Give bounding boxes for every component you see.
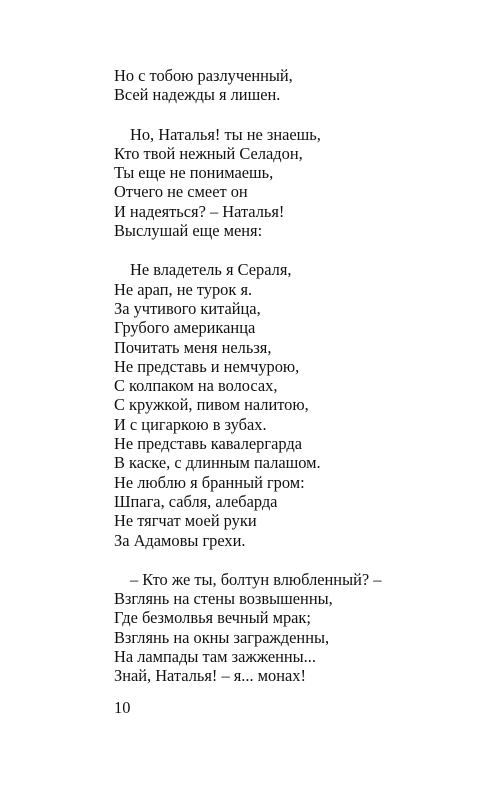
poem-line: Не представь кавалергарда: [114, 434, 302, 454]
poem-line: Взглянь на окны загражденны,: [114, 627, 330, 647]
poem-line: Грубого американца: [114, 318, 256, 338]
poem-line: Но, Наталья! ты не знаешь,: [130, 124, 321, 144]
poem-line: Кто твой нежный Селадон,: [114, 143, 303, 163]
poem-line: Ты еще не понимаешь,: [114, 163, 274, 183]
poem-line: Выслушай еще меня:: [114, 221, 263, 241]
poem-line: Не люблю я бранный гром:: [114, 472, 305, 492]
poem-line: На лампады там зажженны...: [114, 647, 316, 667]
poem-line: Но с тобою разлученный,: [114, 66, 293, 85]
stanza-1: [114, 66, 474, 105]
poem-line: Взглянь на стены возвышенны,: [114, 589, 333, 609]
poem-line: За Адамовы грехи.: [114, 530, 246, 550]
poem-line: Не тягчат моей руки: [114, 511, 257, 531]
poem-line: Шпага, сабля, алебарда: [114, 491, 278, 511]
poem-line: С колпаком на волосах,: [114, 376, 278, 396]
poem-line: И надеяться? – Наталья!: [114, 201, 285, 221]
poem-text: [114, 66, 474, 706]
poem-line: Не владетель я Сераля,: [130, 260, 292, 280]
poem-line: Не арап, не турок я.: [114, 279, 253, 299]
stanza-2: [114, 125, 474, 241]
poem-line: Отчего не смеет он: [114, 182, 248, 202]
poem-line: Где безмолвья вечный мрак;: [114, 608, 311, 628]
poem-line: За учтивого китайца,: [114, 298, 261, 318]
poem-line: Не представь и немчурою,: [114, 356, 300, 376]
poem-line: В каске, с длинным палашом.: [114, 453, 321, 473]
poem-line: С кружкой, пивом налитою,: [114, 395, 309, 415]
poem-line: – Кто же ты, болтун влюбленный? –: [130, 569, 382, 589]
stanza-3: [114, 260, 474, 549]
poem-line: Всей надежды я лишен.: [114, 85, 281, 105]
stanza-4: [114, 570, 474, 686]
page-number: 10: [114, 698, 131, 717]
poem-line: Знай, Наталья! – я... монах!: [114, 666, 306, 686]
poem-line: И с цигаркою в зубах.: [114, 414, 267, 434]
poem-line: Почитать меня нельзя,: [114, 337, 272, 357]
